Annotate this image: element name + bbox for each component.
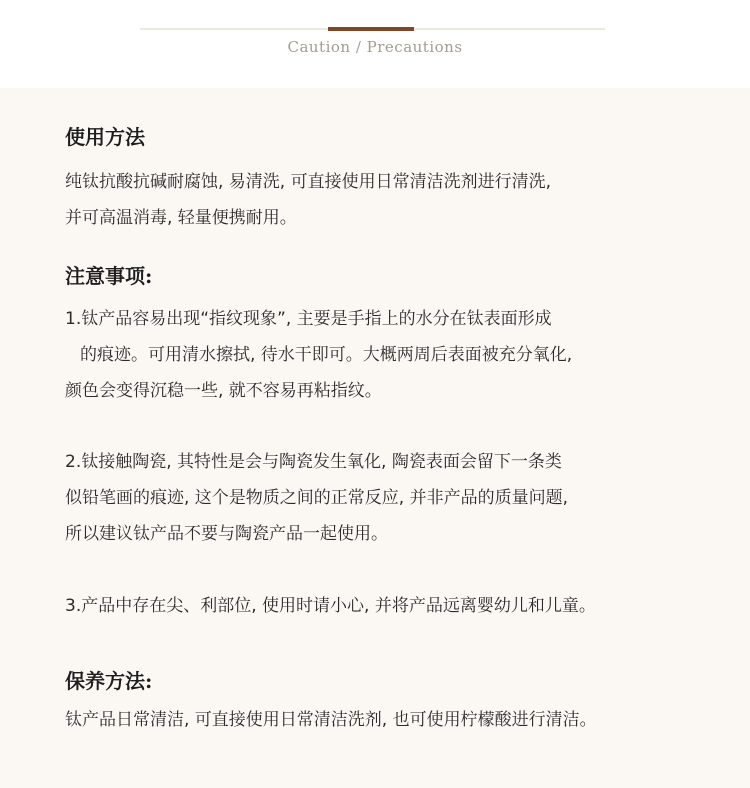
- notes-item-1: [65, 301, 725, 409]
- usage-line: 并可高温消毒, 轻量便携耐用。: [65, 208, 297, 228]
- notes-line: 颜色会变得沉稳一些, 就不容易再粘指纹。: [65, 381, 382, 401]
- notes-title: 注意事项:: [65, 264, 153, 288]
- notes-item-3: [65, 588, 725, 624]
- care-line: 钛产品日常清洁, 可直接使用日常清洁洗剂, 也可使用柠檬酸进行清洁。: [65, 710, 597, 730]
- header: [0, 0, 750, 88]
- usage-title: 使用方法: [65, 125, 145, 149]
- usage-section: [65, 124, 725, 150]
- care-section: [65, 668, 725, 694]
- notes-line: 的痕迹。可用清水擦拭, 待水干即可。大概两周后表面被充分氧化,: [80, 345, 573, 365]
- notes-item-2: [65, 444, 725, 552]
- notes-line: 3.产品中存在尖、利部位, 使用时请小心, 并将产品远离婴幼儿和儿童。: [65, 596, 596, 616]
- notes-line: 1.钛产品容易出现“指纹现象”, 主要是手指上的水分在钛表面形成: [65, 309, 552, 329]
- notes-line: 所以建议钛产品不要与陶瓷产品一起使用。: [65, 524, 388, 544]
- header-subtitle: Caution / Precautions: [287, 38, 463, 56]
- care-title: 保养方法:: [65, 669, 153, 693]
- usage-line: 纯钛抗酸抗碱耐腐蚀, 易清洗, 可直接使用日常清洁洗剂进行清洗,: [65, 172, 552, 192]
- content-panel: [0, 88, 750, 788]
- header-accent-bar: [328, 27, 414, 31]
- notes-line: 2.钛接触陶瓷, 其特性是会与陶瓷发生氧化, 陶瓷表面会留下一条类: [65, 452, 562, 472]
- notes-line: 似铅笔画的痕迹, 这个是物质之间的正常反应, 并非产品的质量问题,: [65, 488, 569, 508]
- usage-text: [65, 164, 725, 236]
- care-text: [65, 702, 725, 738]
- notes-section: [65, 263, 725, 289]
